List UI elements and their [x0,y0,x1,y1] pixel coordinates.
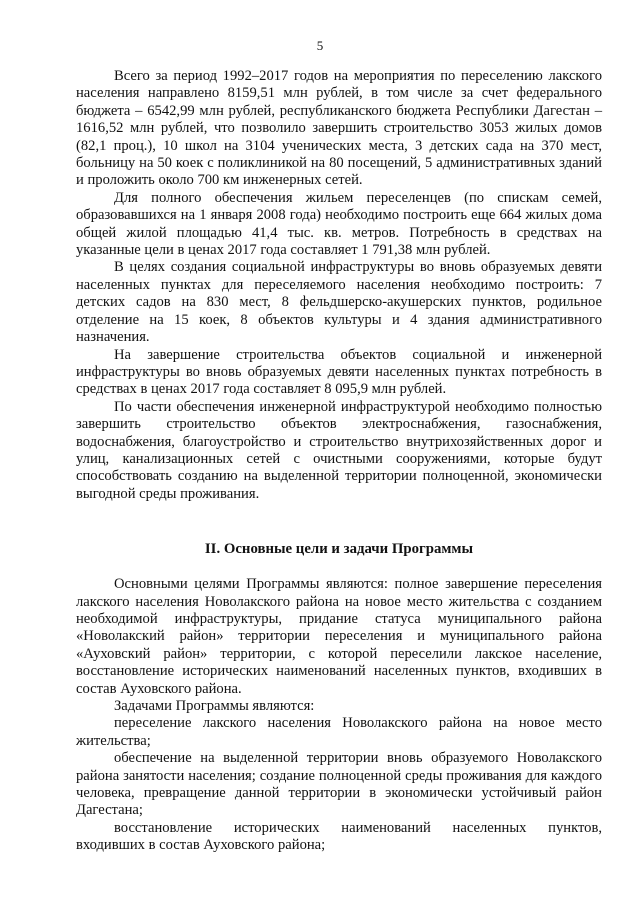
paragraph-social-infrastructure: В целях создания социальной инфраструктуры во вновь образуемых девяти населенных пунктах для переселяемого населения необходимо построить: 7 детских садов на 830 мест, 8 фельдшерско-акушерских пунктов, родильное отделение на 15 коек, 8 объектов культуры и 4 здания административного назначения. [76,259,602,346]
paragraph-main-goals: Основными целями Программы являются: полное завершение переселения лакского населения Новолакского района на новое место жительства с созданием необходимой инфраструктуры, придание статуса муниципального района «Новолакский район» территории переселения и муниципального района «Ауховский район» территории, с которой переселили лакское население, восстановление исторических наименований населенных пунктов, входивших в состав Ауховского района. [76,576,602,697]
paragraph-funding-summary: Всего за период 1992–2017 годов на мероприятия по переселению лакского населения направлено 8159,51 млн рублей, в том числе за счет федерального бюджета – 6542,99 млн рублей, республиканского бюджета Республики Дагестан – 1616,52 млн рублей, что позволило завершить строительство 3053 жилых домов (82,1 проц.), 10 школ на 3104 ученических места, 3 детских сада на 370 мест, больницу на 50 коек с поликлиникой на 80 посещений, 5 административных зданий и проложить около 700 км инженерных сетей. [76,68,602,189]
paragraph-tasks-intro: Задачами Программы являются: [114,698,315,714]
paragraph-task-employment: обеспечение на выделенной территории вновь образуемого Новолакского района занятости населения; создание полноценной среды проживания для каждого человека, превращение данной территории в экономически устойчивый район Дагестана; [76,750,602,819]
paragraph-housing-needs: Для полного обеспечения жильем переселенцев (по спискам семей, образовавшихся на 1 января 2008 года) необходимо построить еще 664 жилых дома общей жилой площадью 41,4 тыс. кв. метров. Потребность в средствах на указанные цели в ценах 2017 года составляет 1 791,38 млн рублей. [76,189,602,259]
paragraph-engineering-infrastructure: По части обеспечения инженерной инфраструктурой необходимо полностью завершить строительство объектов электроснабжения, газоснабжения, водоснабжения, благоустройство и строительство внутрихозяйственных дорог и улиц, канализационных сетей с очистными сооружениями, которые будут способствовать созданию на выделенной территории полноценной, экономически выгодной среды проживания. [76,398,602,502]
paragraph-construction-cost: На завершение строительства объектов социальной и инженерной инфраструктуры во вновь образуемых девяти населенных пунктах потребность в средствах в ценах 2017 года составляет 8 095,9 млн рублей. [76,346,602,398]
section-heading-goals: II. Основные цели и задачи Программы [204,541,474,558]
document-body [76,68,602,855]
page-number: 5 [316,38,324,53]
paragraph-task-resettlement: переселение лакского населения Новолакского района на новое место жительства; [76,715,602,749]
paragraph-task-restore-names: восстановление исторических наименований населенных пунктов, входивших в состав Ауховского района; [76,819,602,854]
